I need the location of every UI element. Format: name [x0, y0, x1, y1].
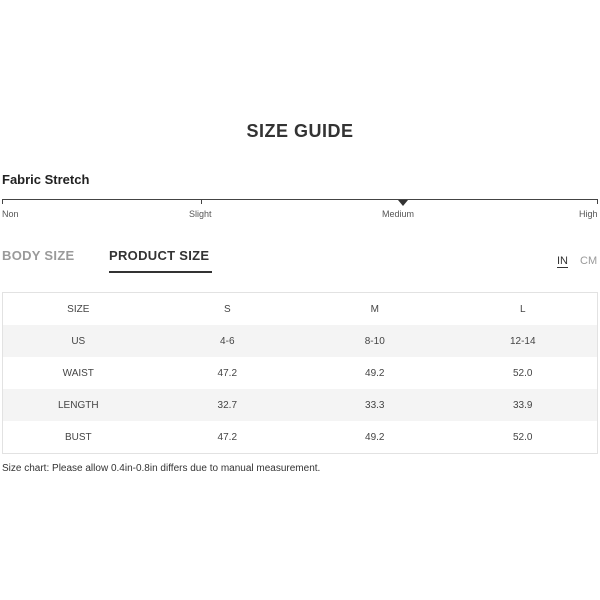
fabric-stretch-scale: [2, 199, 598, 200]
unit-toggle-in[interactable]: IN: [557, 255, 568, 267]
stretch-tick: [597, 199, 598, 204]
table-cell: WAIST: [62, 367, 94, 379]
table-cell: 8-10: [301, 325, 448, 357]
tab-product-size[interactable]: PRODUCT SIZE: [109, 248, 210, 263]
size-chart-table: [2, 292, 598, 454]
table-cell: 4-6: [154, 325, 301, 357]
stretch-tick: [201, 199, 202, 204]
table-cell: 33.9: [448, 389, 597, 421]
table-cell: 52.0: [513, 431, 533, 443]
stretch-tick: [2, 199, 3, 204]
stretch-label-slight: Slight: [189, 209, 212, 219]
table-header-row: [3, 293, 598, 326]
table-cell: 47.2: [217, 367, 238, 379]
stretch-label-non: Non: [2, 209, 19, 219]
table-cell: BUST: [64, 431, 92, 443]
table-row: [3, 357, 598, 389]
table-row: [3, 325, 598, 357]
table-cell: 47.2: [217, 431, 238, 443]
stretch-indicator-icon: [398, 200, 408, 206]
unit-toggle-cm[interactable]: CM: [580, 255, 598, 267]
table-cell: 12-14: [448, 325, 597, 357]
active-tab-underline: [109, 271, 212, 273]
stretch-label-high: High: [579, 209, 598, 219]
fabric-stretch-heading: Fabric Stretch: [2, 172, 90, 187]
table-cell: LENGTH: [3, 389, 154, 421]
measurement-note: Size chart: Please allow 0.4in-0.8in differs due to manual measurement.: [2, 463, 321, 474]
table-cell: 33.3: [301, 389, 448, 421]
table-cell: 49.2: [365, 431, 385, 443]
table-cell: 32.7: [154, 389, 301, 421]
table-cell: 49.2: [365, 367, 385, 379]
table-row: [3, 389, 598, 421]
table-header-cell: M: [370, 303, 379, 315]
table-header-cell: SIZE: [67, 303, 90, 315]
table-header-cell: L: [519, 303, 526, 315]
table-cell: 52.0: [513, 367, 533, 379]
page-title: SIZE GUIDE: [246, 121, 354, 141]
table-cell: US: [3, 325, 154, 357]
table-header-cell: S: [223, 303, 231, 315]
table-row: [3, 421, 598, 454]
tab-body-size[interactable]: BODY SIZE: [2, 248, 75, 263]
stretch-label-medium: Medium: [382, 209, 415, 219]
